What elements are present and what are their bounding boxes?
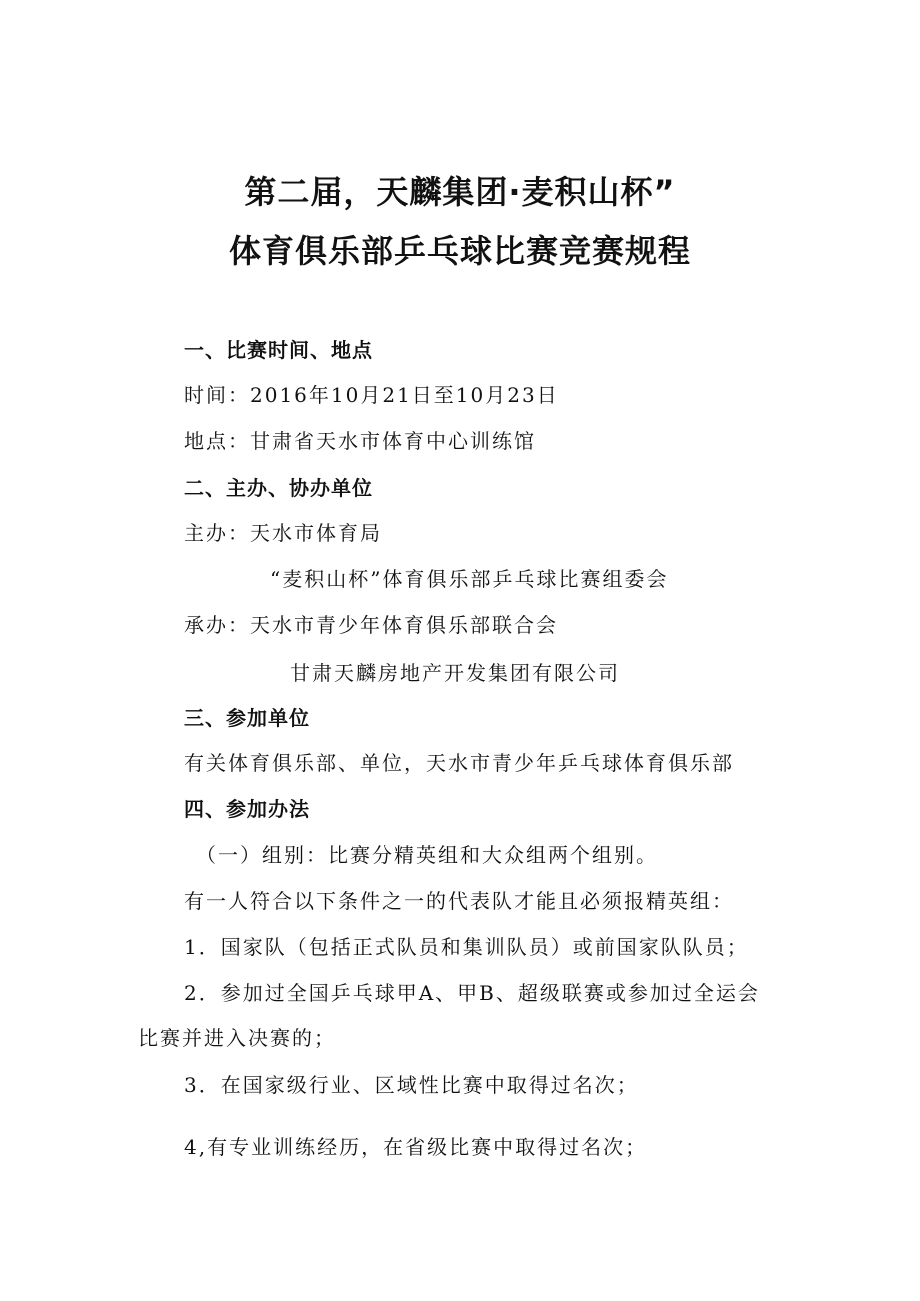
condition-item-3: 3．在国家级行业、区域性比赛中取得过名次； — [184, 1073, 639, 1097]
section-heading-2: 二、主办、协办单位 — [184, 476, 373, 500]
group-line: （一）组别：比赛分精英组和大众组两个组别。 — [196, 843, 658, 867]
participants-line: 有关体育俱乐部、单位，天水市青少年乒乓球体育俱乐部 — [184, 751, 734, 775]
section-heading-4: 四、参加办法 — [184, 797, 310, 821]
host-line-2: “麦积山杯”体育俱乐部乒乓球比赛组委会 — [270, 567, 669, 591]
organizer-line-2: 甘肃天麟房地产开发集团有限公司 — [290, 661, 620, 685]
document-title-line-2: 体育俱乐部乒乓球比赛竞赛规程 — [228, 232, 691, 270]
time-line: 时间：2016年10月21日至10月23日 — [184, 383, 559, 407]
organizer-line: 承办：天水市青少年体育俱乐部联合会 — [184, 613, 558, 637]
section-heading-1: 一、比赛时间、地点 — [184, 338, 373, 362]
place-line: 地点：甘肃省天水市体育中心训练馆 — [184, 429, 536, 453]
condition-item-4: 4,有专业训练经历，在省级比赛中取得过名次； — [184, 1135, 648, 1159]
condition-item-2: 2．参加过全国乒乓球甲A、甲B、超级联赛或参加过全运会 — [184, 981, 760, 1005]
condition-intro-line: 有一人符合以下条件之一的代表队才能且必须报精英组： — [184, 889, 734, 913]
host-line: 主办：天水市体育局 — [184, 521, 382, 545]
condition-item-2-continued: 比赛并进入决赛的； — [138, 1026, 336, 1050]
section-heading-3: 三、参加单位 — [184, 706, 310, 730]
document-title-line-1: 第二届，天麟集团·麦积山杯” — [244, 173, 676, 211]
condition-item-1: 1．国家队（包括正式队员和集训队员）或前国家队队员； — [184, 935, 749, 959]
